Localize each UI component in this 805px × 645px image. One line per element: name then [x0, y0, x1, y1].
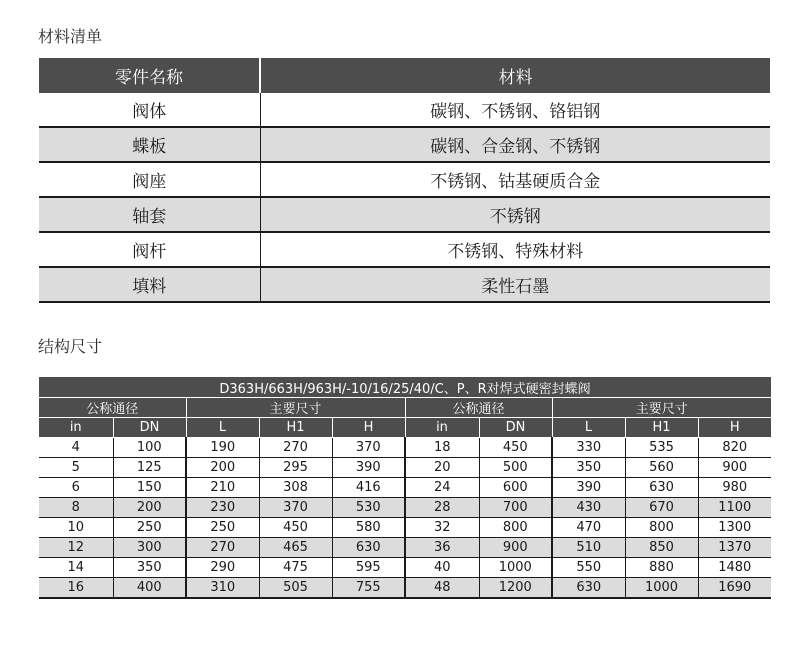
- cell: 308: [259, 478, 332, 498]
- cell: 350: [113, 558, 186, 578]
- cell: 230: [186, 498, 259, 518]
- table-row: [39, 518, 771, 538]
- cell: 10: [39, 518, 113, 538]
- cell: 6: [39, 478, 113, 498]
- nominal-diameter-group: 公称通径: [405, 398, 552, 418]
- table-row: [39, 578, 771, 599]
- part-name-cell: 阀体: [39, 93, 260, 127]
- cell: 14: [39, 558, 113, 578]
- cell: 820: [698, 438, 771, 458]
- part-name-cell: 蝶板: [39, 127, 260, 162]
- part-name-header: 零件名称: [39, 58, 260, 93]
- material-cell: 碳钢、合金钢、不锈钢: [260, 127, 770, 162]
- cell: 16: [39, 578, 113, 599]
- col-header-in: in: [405, 418, 479, 438]
- part-name-cell: 填料: [39, 267, 260, 302]
- cell: 630: [625, 478, 698, 498]
- cell: 100: [113, 438, 186, 458]
- cell: 700: [479, 498, 552, 518]
- cell: 190: [186, 438, 259, 458]
- cell: 1370: [698, 538, 771, 558]
- cell: 290: [186, 558, 259, 578]
- cell: 295: [259, 458, 332, 478]
- material-cell: 碳钢、不锈钢、铬铝钢: [260, 93, 770, 127]
- table-row: [39, 438, 771, 458]
- materials-row: [39, 162, 770, 197]
- dimensions-caption: D363H/663H/963H/-10/16/25/40/C、P、R对焊式硬密封蝶阀: [39, 377, 771, 398]
- cell: 670: [625, 498, 698, 518]
- col-header-l: L: [186, 418, 259, 438]
- part-name-cell: 阀座: [39, 162, 260, 197]
- cell: 630: [552, 578, 625, 599]
- cell: 430: [552, 498, 625, 518]
- cell: 1200: [479, 578, 552, 599]
- materials-row: [39, 197, 770, 232]
- cell: 210: [186, 478, 259, 498]
- cell: 450: [259, 518, 332, 538]
- dimensions-table: [39, 377, 771, 599]
- cell: 900: [698, 458, 771, 478]
- cell: 270: [259, 438, 332, 458]
- materials-title: 材料清单: [38, 27, 103, 46]
- material-cell: 不锈钢、钴基硬质合金: [260, 162, 770, 197]
- cell: 900: [479, 538, 552, 558]
- cell: 40: [405, 558, 479, 578]
- cell: 850: [625, 538, 698, 558]
- materials-row: [39, 127, 770, 162]
- material-header: 材料: [260, 58, 770, 93]
- main-dimensions-group: 主要尺寸: [186, 398, 405, 418]
- cell: 1480: [698, 558, 771, 578]
- cell: 390: [332, 458, 405, 478]
- cell: 416: [332, 478, 405, 498]
- dimensions-caption-row: [39, 377, 771, 398]
- cell: 560: [625, 458, 698, 478]
- cell: 535: [625, 438, 698, 458]
- table-row: [39, 558, 771, 578]
- cell: 28: [405, 498, 479, 518]
- col-header-h1: H1: [259, 418, 332, 438]
- cell: 200: [186, 458, 259, 478]
- col-header-dn: DN: [479, 418, 552, 438]
- cell: 8: [39, 498, 113, 518]
- cell: 755: [332, 578, 405, 599]
- cell: 1000: [625, 578, 698, 599]
- cell: 350: [552, 458, 625, 478]
- cell: 980: [698, 478, 771, 498]
- cell: 800: [625, 518, 698, 538]
- cell: 48: [405, 578, 479, 599]
- cell: 330: [552, 438, 625, 458]
- col-header-h: H: [698, 418, 771, 438]
- cell: 250: [113, 518, 186, 538]
- cell: 200: [113, 498, 186, 518]
- cell: 470: [552, 518, 625, 538]
- cell: 510: [552, 538, 625, 558]
- cell: 1300: [698, 518, 771, 538]
- cell: 36: [405, 538, 479, 558]
- cell: 880: [625, 558, 698, 578]
- col-header-in: in: [39, 418, 113, 438]
- cell: 600: [479, 478, 552, 498]
- cell: 1100: [698, 498, 771, 518]
- cell: 1000: [479, 558, 552, 578]
- material-cell: 柔性石墨: [260, 267, 770, 302]
- col-header-h1: H1: [625, 418, 698, 438]
- cell: 310: [186, 578, 259, 599]
- dimensions-title: 结构尺寸: [38, 337, 103, 356]
- col-header-dn: DN: [113, 418, 186, 438]
- table-row: [39, 498, 771, 518]
- materials-row: [39, 232, 770, 267]
- materials-table: [39, 58, 770, 303]
- material-cell: 不锈钢: [260, 197, 770, 232]
- cell: 250: [186, 518, 259, 538]
- cell: 12: [39, 538, 113, 558]
- cell: 1690: [698, 578, 771, 599]
- cell: 5: [39, 458, 113, 478]
- col-header-l: L: [552, 418, 625, 438]
- cell: 595: [332, 558, 405, 578]
- materials-row: [39, 267, 770, 302]
- main-dimensions-group: 主要尺寸: [552, 398, 771, 418]
- cell: 500: [479, 458, 552, 478]
- table-row: [39, 478, 771, 498]
- cell: 370: [332, 438, 405, 458]
- cell: 20: [405, 458, 479, 478]
- cell: 530: [332, 498, 405, 518]
- cell: 505: [259, 578, 332, 599]
- cell: 370: [259, 498, 332, 518]
- table-row: [39, 538, 771, 558]
- nominal-diameter-group: 公称通径: [39, 398, 186, 418]
- cell: 270: [186, 538, 259, 558]
- cell: 125: [113, 458, 186, 478]
- cell: 32: [405, 518, 479, 538]
- cell: 300: [113, 538, 186, 558]
- cell: 18: [405, 438, 479, 458]
- cell: 550: [552, 558, 625, 578]
- part-name-cell: 阀杆: [39, 232, 260, 267]
- dimensions-header-row: [39, 418, 771, 438]
- cell: 400: [113, 578, 186, 599]
- cell: 630: [332, 538, 405, 558]
- cell: 150: [113, 478, 186, 498]
- cell: 580: [332, 518, 405, 538]
- cell: 24: [405, 478, 479, 498]
- materials-row: [39, 93, 770, 127]
- part-name-cell: 轴套: [39, 197, 260, 232]
- col-header-h: H: [332, 418, 405, 438]
- table-row: [39, 458, 771, 478]
- materials-header-row: [39, 58, 770, 93]
- material-cell: 不锈钢、特殊材料: [260, 232, 770, 267]
- cell: 390: [552, 478, 625, 498]
- cell: 475: [259, 558, 332, 578]
- dimensions-group-row: [39, 398, 771, 418]
- cell: 465: [259, 538, 332, 558]
- cell: 800: [479, 518, 552, 538]
- cell: 450: [479, 438, 552, 458]
- cell: 4: [39, 438, 113, 458]
